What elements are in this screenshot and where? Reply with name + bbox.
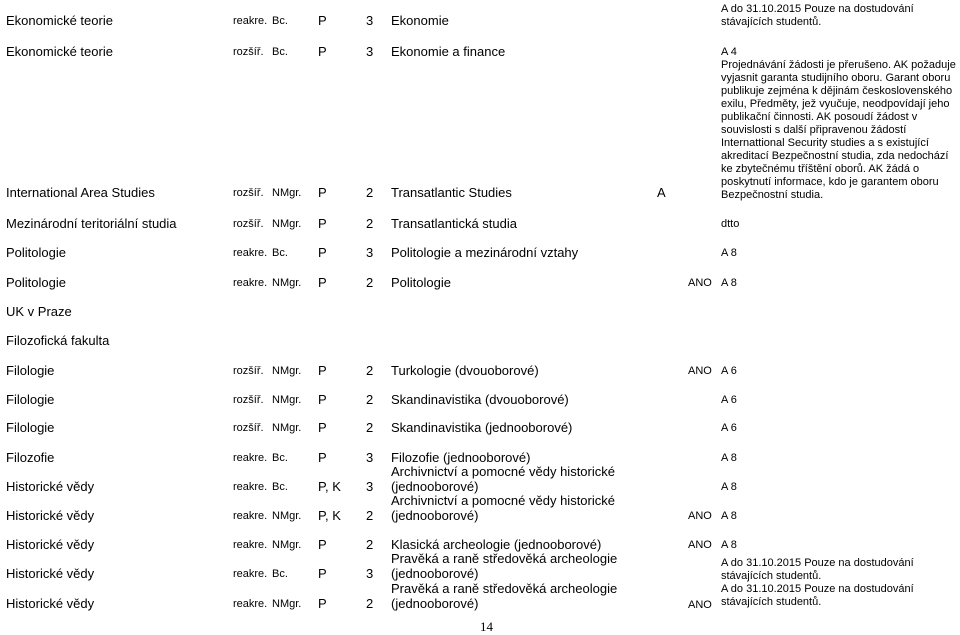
form-cell: P, K	[318, 479, 341, 494]
table-row	[0, 550, 960, 582]
degree-cell: NMgr.	[272, 218, 302, 230]
form-cell: P	[318, 275, 327, 290]
table-row	[0, 243, 960, 261]
table-row	[0, 214, 960, 232]
grade-cell: A 8	[721, 277, 737, 289]
ano-cell: A	[657, 185, 666, 200]
program-cell: Ekonomie	[391, 13, 449, 28]
type-cell: rozšíř.	[233, 422, 264, 434]
years-cell: 2	[366, 392, 374, 407]
program-cell: Archivnictví a pomocné vědy historické (jednooborové)	[391, 493, 615, 523]
program-cell: Turkologie (dvouoborové)	[391, 363, 539, 378]
grade-cell: dtto	[721, 218, 740, 230]
grade-cell: A 8	[721, 510, 737, 522]
years-cell: 3	[366, 479, 374, 494]
type-cell: reakre.	[233, 539, 268, 551]
type-cell: rozšíř.	[233, 394, 264, 406]
years-cell: 3	[366, 44, 374, 59]
table-row	[0, 492, 960, 524]
field-cell: Historické vědy	[6, 566, 95, 581]
form-cell: P	[318, 420, 327, 435]
note-cell: A do 31.10.2015 Pouze na dostudování stávajících studentů.	[721, 583, 914, 608]
type-cell: reakre.	[233, 510, 268, 522]
form-cell: P	[318, 363, 327, 378]
years-cell: 2	[366, 508, 374, 523]
field-cell: International Area Studies	[6, 185, 155, 200]
degree-cell: Bc.	[272, 15, 288, 27]
program-cell: Filozofie (jednooborové)	[391, 450, 531, 465]
grade-cell: A 8	[721, 452, 737, 464]
type-cell: reakre.	[233, 598, 268, 610]
form-cell: P, K	[318, 508, 341, 523]
form-cell: P	[318, 245, 327, 260]
grade-cell: A 6	[721, 365, 737, 377]
field-cell: Historické vědy	[6, 596, 95, 611]
degree-cell: NMgr.	[272, 277, 302, 289]
program-cell: Politologie a mezinárodní vztahy	[391, 245, 579, 260]
form-cell: P	[318, 566, 327, 581]
program-cell: Klasická archeologie (jednooborové)	[391, 537, 602, 552]
grade-cell: A 8	[721, 539, 737, 551]
type-cell: reakre.	[233, 568, 268, 580]
grade-cell: A 4	[721, 46, 737, 58]
grade-cell: A 6	[721, 422, 737, 434]
ano-cell: ANO	[688, 539, 712, 551]
field-cell: Historické vědy	[6, 537, 95, 552]
field-cell: Ekonomické teorie	[6, 44, 113, 59]
form-cell: P	[318, 596, 327, 611]
years-cell: 2	[366, 185, 374, 200]
note-cell: A do 31.10.2015 Pouze na dostudování stávajících studentů.	[721, 3, 914, 28]
page-number: 14	[480, 619, 493, 634]
degree-cell: NMgr.	[272, 510, 302, 522]
years-cell: 2	[366, 420, 374, 435]
field-cell: Ekonomické teorie	[6, 13, 113, 28]
grade-cell: A 8	[721, 481, 737, 493]
field-cell: Filologie	[6, 420, 55, 435]
years-cell: 2	[366, 537, 374, 552]
form-cell: P	[318, 537, 327, 552]
type-cell: reakre.	[233, 277, 268, 289]
form-cell: P	[318, 13, 327, 28]
ano-cell: ANO	[688, 510, 712, 522]
table-row	[0, 58, 960, 218]
type-cell: reakre.	[233, 481, 268, 493]
form-cell: P	[318, 392, 327, 407]
degree-cell: Bc.	[272, 247, 288, 259]
degree-cell: Bc.	[272, 452, 288, 464]
grade-cell: A 6	[721, 394, 737, 406]
years-cell: 3	[366, 566, 374, 581]
note-cell: A do 31.10.2015 Pouze na dostudování stávajících studentů.	[721, 557, 914, 582]
form-cell: P	[318, 450, 327, 465]
program-cell: Transatlantic Studies	[391, 185, 512, 200]
program-cell: Pravěká a raně středověká archeologie (jednooborové)	[391, 551, 618, 581]
faculty-heading: Filozofická fakulta	[6, 333, 110, 348]
type-cell: rozšíř.	[233, 365, 264, 377]
years-cell: 2	[366, 596, 374, 611]
field-cell: Filologie	[6, 392, 55, 407]
degree-cell: Bc.	[272, 568, 288, 580]
form-cell: P	[318, 216, 327, 231]
years-cell: 2	[366, 275, 374, 290]
field-cell: Historické vědy	[6, 508, 95, 523]
degree-cell: NMgr.	[272, 422, 302, 434]
program-cell: Politologie	[391, 275, 451, 290]
type-cell: rozšíř.	[233, 46, 264, 58]
type-cell: rozšíř.	[233, 218, 264, 230]
type-cell: reakre.	[233, 15, 268, 27]
program-cell: Skandinavistika (dvouoborové)	[391, 392, 569, 407]
table-row	[0, 361, 960, 379]
years-cell: 2	[366, 363, 374, 378]
degree-cell: NMgr.	[272, 365, 302, 377]
degree-cell: Bc.	[272, 46, 288, 58]
years-cell: 3	[366, 245, 374, 260]
program-cell: Pravěká a raně středověká archeologie (jednooborové)	[391, 581, 618, 611]
field-cell: Politologie	[6, 245, 66, 260]
degree-cell: NMgr.	[272, 187, 302, 199]
table-row	[0, 580, 960, 612]
table-row	[0, 390, 960, 408]
years-cell: 2	[366, 216, 374, 231]
ano-cell: ANO	[688, 599, 712, 611]
table-row	[0, 463, 960, 495]
note-cell: Projednávání žádosti je přerušeno. AK požaduje vyjasnit garanta studijního oboru. Garant oboru publikuje zejména k dějinám československého exilu, Předměty, jež vyučuje, neodpovídají jeho publikační činnosti. AK posoudí žádost v souvislosti s další připravenou žádostí Internattional Security studies a s existující akreditací Bezpečnostní studia, zda nedochází ke zbytečnému tříštění oborů. AK žádá o poskytnutí informace, kdo je garantem oboru Bezpečnostní studia.	[721, 59, 956, 201]
degree-cell: Bc.	[272, 481, 288, 493]
program-cell: Ekonomie a finance	[391, 44, 506, 59]
years-cell: 3	[366, 13, 374, 28]
type-cell: reakre.	[233, 452, 268, 464]
ano-cell: ANO	[688, 365, 712, 377]
degree-cell: NMgr.	[272, 394, 302, 406]
field-cell: Mezinárodní teritoriální studia	[6, 216, 177, 231]
table-row	[0, 418, 960, 436]
field-cell: Filologie	[6, 363, 55, 378]
field-cell: Filozofie	[6, 450, 55, 465]
table-row	[0, 273, 960, 291]
years-cell: 3	[366, 450, 374, 465]
degree-cell: NMgr.	[272, 598, 302, 610]
type-cell: rozšíř.	[233, 187, 264, 199]
field-cell: Politologie	[6, 275, 66, 290]
program-cell: Transatlantická studia	[391, 216, 517, 231]
program-cell: Archivnictví a pomocné vědy historické (jednooborové)	[391, 464, 615, 494]
type-cell: reakre.	[233, 247, 268, 259]
field-cell: Historické vědy	[6, 479, 95, 494]
degree-cell: NMgr.	[272, 539, 302, 551]
form-cell: P	[318, 185, 327, 200]
form-cell: P	[318, 44, 327, 59]
grade-cell: A 8	[721, 247, 737, 259]
university-heading: UK v Praze	[6, 304, 72, 319]
table-row	[0, 0, 960, 30]
ano-cell: ANO	[688, 277, 712, 289]
program-cell: Skandinavistika (jednooborové)	[391, 420, 573, 435]
